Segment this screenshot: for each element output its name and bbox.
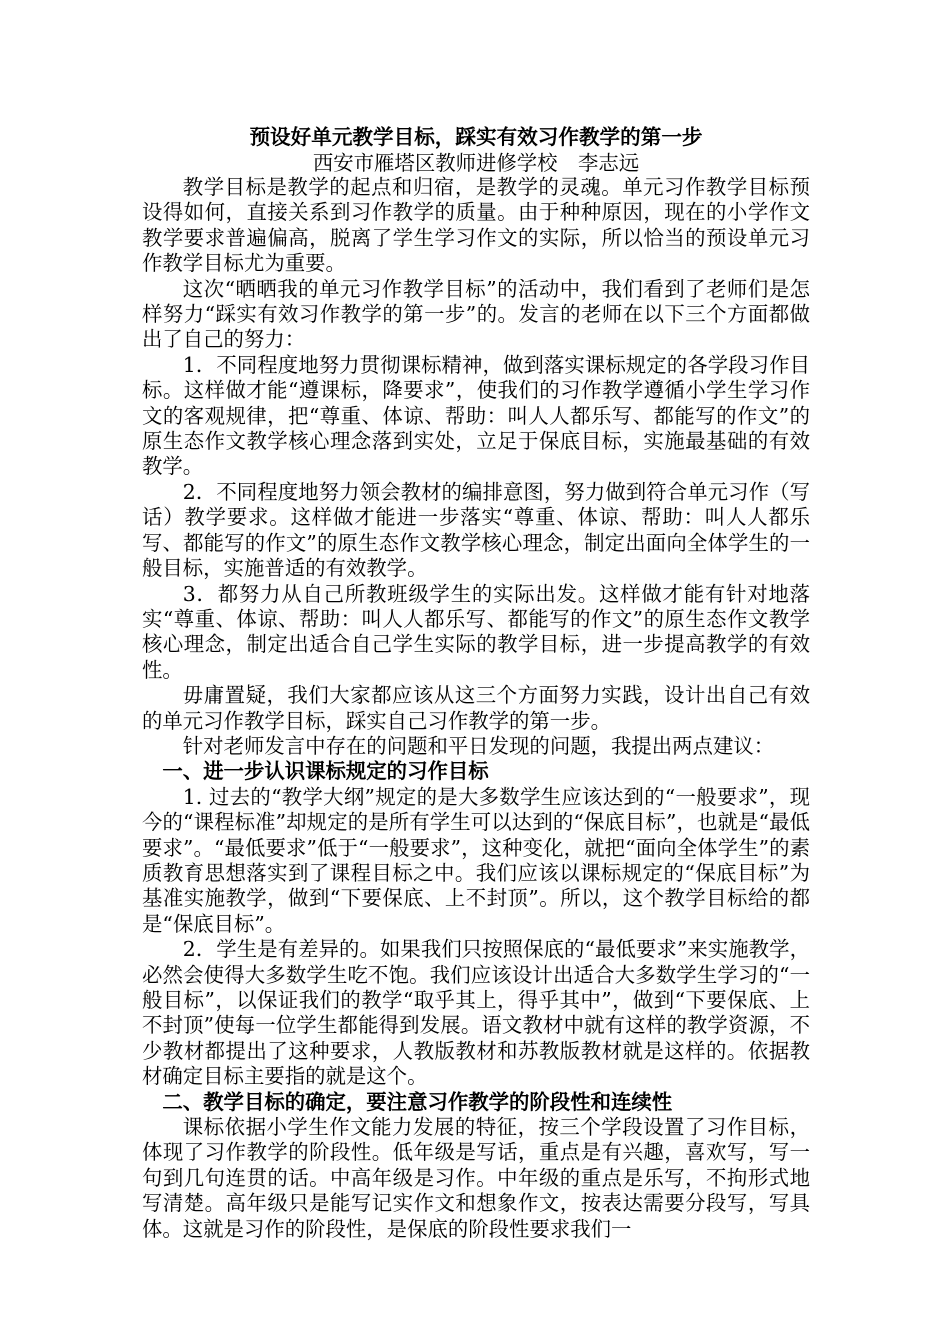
document-title: 预设好单元教学目标，踩实有效习作教学的第一步 (249, 125, 703, 149)
paragraph: 2．学生是有差异的。如果我们只按照保底的“最低要求”来实施教学，必然会使得大多数学生吃不饱。我们应该设计出适合大多数学生学习的“一般目标”，以保证我们的教学“取乎其上，得乎其中”，做到“下要保底、上不封顶”使每一位学生都能得到发展。语文教材中就有这样的教学资源，不少教材都提出了这种要求，人教版教材和苏教版教材就是这样的。依据教材确定目标主要指的就是这个。 (142, 937, 810, 1089)
paragraph: 1. 过去的“教学大纲”规定的是大多数学生应该达到的“一般要求”，现今的“课程标准”却规定的是所有学生可以达到的“保底目标”，也就是“最低要求”。“最低要求”低于“一般要求”，这种变化，就把“面向全体学生”的素质教育思想落实到了课程目标之中。我们应该以课标规定的“保底目标”为基准实施教学，做到“下要保底、上不封顶”。所以，这个教学目标给的都是“保底目标”。 (142, 784, 810, 936)
paragraph: 教学目标是教学的起点和归宿，是教学的灵魂。单元习作教学目标预设得如何，直接关系到习作教学的质量。由于种种原因，现在的小学作文教学要求普遍偏高，脱离了学生学习作文的实际，所以恰当的预设单元习作教学目标尤为重要。 (142, 175, 810, 276)
document-author: 西安市雁塔区教师进修学校 李志远 (312, 151, 640, 175)
section-heading: 一、进一步认识课标规定的习作目标 (162, 759, 489, 784)
paragraph: 毋庸置疑，我们大家都应该从这三个方面努力实践，设计出自己有效的单元习作教学目标，踩实自己习作教学的第一步。 (142, 683, 810, 733)
section-heading: 二、教学目标的确定，要注意习作教学的阶段性和连续性 (162, 1089, 673, 1114)
paragraph: 针对老师发言中存在的问题和平日发现的问题，我提出两点建议： (182, 733, 775, 758)
document-page (142, 124, 810, 1242)
paragraph: 课标依据小学生作文能力发展的特征，按三个学段设置了习作目标，体现了习作教学的阶段性。低年级是写话，重点是有兴趣，喜欢写，写一句到几句连贯的话。中高年级是习作。中年级的重点是乐写，不拘形式地写清楚。高年级只是能写记实作文和想象作文，按表达需要分段写，写具体。这就是习作的阶段性，是保底的阶段性要求我们一 (142, 1115, 810, 1241)
document-body (142, 175, 810, 1242)
paragraph: 2．不同程度地努力领会教材的编排意图，努力做到符合单元习作（写话）教学要求。这样做才能进一步落实“尊重、体谅、帮助：叫人人都乐写、都能写的作文”的原生态作文教学核心理念，制定出面向全体学生的一般目标，实施普适的有效教学。 (142, 479, 810, 581)
paragraph: 3．都努力从自己所教班级学生的实际出发。这样做才能有针对地落实“尊重、体谅、帮助：叫人人都乐写、都能写的作文”的原生态作文教学核心理念，制定出适合自己学生实际的教学目标，进一步提高教学的有效性。 (142, 581, 810, 682)
paragraph: 这次“晒晒我的单元习作教学目标”的活动中，我们看到了老师们是怎样努力“踩实有效习作教学的第一步”的。发言的老师在以下三个方面都做出了自己的努力： (142, 276, 810, 352)
paragraph: 1．不同程度地努力贯彻课标精神，做到落实课标规定的各学段习作目标。这样做才能“遵课标，降要求”，使我们的习作教学遵循小学生学习作文的客观规律，把“尊重、体谅、帮助：叫人人都乐写、都能写的作文”的原生态作文教学核心理念落到实处，立足于保底目标，实施最基础的有效教学。 (142, 352, 810, 479)
